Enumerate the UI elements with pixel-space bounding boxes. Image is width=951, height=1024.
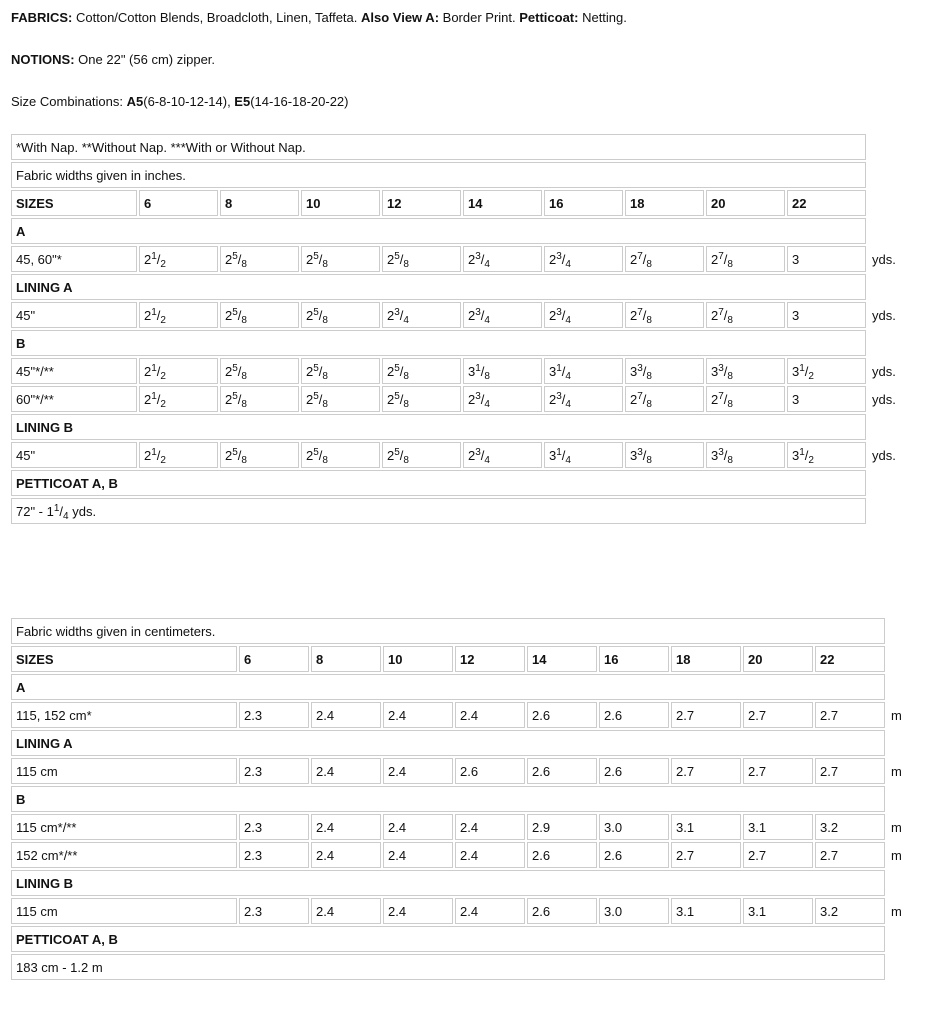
size-header-6: 6 [239,646,309,672]
fabric-width-label: 115 cm [11,758,237,784]
table-row [11,302,948,328]
yardage-value: $2^1/_2$ [139,386,218,412]
yardage-value: 2.4 [455,814,525,840]
yardage-value: 2.4 [311,758,381,784]
size-header-8: 8 [220,190,299,216]
yardage-value: 2.7 [815,842,885,868]
nap-note: *With Nap. **Without Nap. ***With or Without Nap. [11,134,866,160]
fabric-width-label: 45"*/** [11,358,137,384]
fabric-width-label: 115 cm*/** [11,814,237,840]
yardage-value: 2.4 [383,758,453,784]
yardage-value: 2.7 [671,758,741,784]
yardage-value: 2.3 [239,842,309,868]
yardage-value: $2^5/_8$ [301,442,380,468]
yardage-value: $2^5/_8$ [220,386,299,412]
fabrics-text: Cotton/Cotton Blends, Broadcloth, Linen, Taffeta. [72,10,361,25]
unit-label: yds. [872,447,896,463]
also-view-text: Border Print. [439,10,520,25]
unit-label: m [891,763,902,779]
yardage-value: $2^1/_2$ [139,358,218,384]
yardage-value: $2^5/_8$ [220,246,299,272]
yardage-value: 2.6 [455,758,525,784]
yardage-value: 2.7 [743,758,813,784]
yardage-value: $2^1/_2$ [139,246,218,272]
yardage-value: $2^7/_8$ [706,302,785,328]
size-e5-text: (14-16-18-20-22) [250,94,349,109]
section-title-row [11,274,948,300]
unit-label: m [891,707,902,723]
yardage-value: 2.7 [671,842,741,868]
size-header-22: 22 [815,646,885,672]
note-row [11,134,948,160]
petticoat-value-row [11,954,946,980]
size-header-12: 12 [455,646,525,672]
petticoat-value: 72" - $1^1/_4$ yds. [11,498,866,524]
yardage-value: $2^1/_2$ [139,302,218,328]
size-header-16: 16 [599,646,669,672]
yardage-value: 2.7 [743,842,813,868]
yardage-value: 2.7 [815,758,885,784]
yardage-value: 2.6 [527,898,597,924]
widths-note: Fabric widths given in centimeters. [11,618,885,644]
yardage-value: $2^5/_8$ [301,302,380,328]
yardage-value: $2^5/_8$ [382,358,461,384]
yardage-value: 2.4 [311,898,381,924]
yardage-value: 2.3 [239,814,309,840]
notions-text: One 22" (56 cm) zipper. [74,52,216,67]
also-view-label: Also View A: [361,10,440,25]
yardage-value: 3.1 [671,814,741,840]
size-a5-label: A5 [126,94,144,109]
yardage-value: $2^3/_4$ [463,386,542,412]
section-title: B [11,786,885,812]
yardage-value: 2.6 [527,758,597,784]
petticoat-title: PETTICOAT A, B [11,470,866,496]
yardage-value: 3 [787,246,866,272]
table-row [11,246,948,272]
yardage-value: 2.4 [311,814,381,840]
sizes-header-row [11,190,948,216]
yardage-value: $2^3/_4$ [544,246,623,272]
table-row [11,358,948,384]
unit-label: m [891,819,902,835]
section-title: B [11,330,866,356]
yardage-value: 2.6 [527,842,597,868]
size-combinations-text: Size Combinations: [11,94,127,109]
yardage-table-centimeters [9,616,948,982]
table-row [11,702,946,728]
yardage-value: $2^1/_2$ [139,442,218,468]
yardage-value: $2^5/_8$ [301,358,380,384]
yardage-value: 2.7 [671,702,741,728]
petticoat-value-row [11,498,948,524]
unit-label: yds. [872,391,896,407]
yardage-value: $2^7/_8$ [706,386,785,412]
section-title-row [11,730,946,756]
yardage-value: $3^3/_8$ [706,442,785,468]
yardage-value: 3.0 [599,898,669,924]
fabric-width-label: 152 cm*/** [11,842,237,868]
size-e5-label: E5 [234,94,251,109]
yardage-value: 2.4 [455,898,525,924]
size-header-8: 8 [311,646,381,672]
yardage-value: 2.4 [383,702,453,728]
petticoat-title-row [11,926,946,952]
unit-label: yds. [872,307,896,323]
size-header-10: 10 [301,190,380,216]
yardage-value: $2^7/_8$ [625,246,704,272]
yardage-value: $2^3/_4$ [382,302,461,328]
size-header-12: 12 [382,190,461,216]
fabric-width-label: 115 cm [11,898,237,924]
unit-label: yds. [872,363,896,379]
yardage-value: $3^3/_8$ [625,358,704,384]
yardage-value: $2^5/_8$ [220,302,299,328]
section-title: A [11,218,866,244]
petticoat-text: Netting. [578,10,627,25]
unit-label: m [891,903,902,919]
fabrics-label: FABRICS: [11,10,73,25]
section-title-row [11,414,948,440]
size-header-10: 10 [383,646,453,672]
yardage-value: 2.6 [527,702,597,728]
yardage-value: $2^5/_8$ [220,442,299,468]
sizes-header: SIZES [11,190,137,216]
size-header-20: 20 [743,646,813,672]
yardage-value: 2.4 [383,898,453,924]
yardage-value: 2.3 [239,702,309,728]
table-row [11,842,946,868]
yardage-value: 2.4 [455,702,525,728]
yardage-value: $2^3/_4$ [544,386,623,412]
yardage-value: $2^5/_8$ [301,246,380,272]
fabric-width-label: 60"*/** [11,386,137,412]
widths-note-row [11,162,948,188]
yardage-value: 2.4 [311,842,381,868]
size-header-14: 14 [527,646,597,672]
sizes-header-row [11,646,946,672]
yardage-value: 3.1 [743,898,813,924]
yardage-value: $2^7/_8$ [625,386,704,412]
yardage-value: $2^3/_4$ [463,246,542,272]
yardage-value: 2.7 [743,702,813,728]
fabric-width-label: 45" [11,302,137,328]
table-row [11,898,946,924]
unit-label: yds. [872,251,896,267]
section-title-row [11,786,946,812]
yardage-value: $2^5/_8$ [220,358,299,384]
table-row [11,758,946,784]
widths-note-row [11,618,946,644]
table-row [11,442,948,468]
size-header-20: 20 [706,190,785,216]
notions-line [11,52,215,67]
yardage-value: 2.3 [239,758,309,784]
yardage-table-inches [9,132,950,526]
yardage-value: 2.4 [383,842,453,868]
petticoat-label: Petticoat: [519,10,579,25]
fabric-width-label: 45" [11,442,137,468]
size-header-18: 18 [625,190,704,216]
yardage-value: $3^1/_4$ [544,358,623,384]
section-title: LINING B [11,414,866,440]
sizes-header: SIZES [11,646,237,672]
yardage-value: 3.0 [599,814,669,840]
size-header-18: 18 [671,646,741,672]
yardage-value: 2.3 [239,898,309,924]
yardage-value: $3^3/_8$ [625,442,704,468]
yardage-value: $2^7/_8$ [625,302,704,328]
yardage-value: $3^1/_2$ [787,442,866,468]
section-title-row [11,870,946,896]
yardage-value: $2^5/_8$ [382,442,461,468]
size-header-22: 22 [787,190,866,216]
petticoat-title: PETTICOAT A, B [11,926,885,952]
yardage-value: $2^7/_8$ [706,246,785,272]
yardage-value: $3^1/_8$ [463,358,542,384]
petticoat-title-row [11,470,948,496]
yardage-value: $3^1/_4$ [544,442,623,468]
yardage-value: $2^5/_8$ [382,246,461,272]
size-header-16: 16 [544,190,623,216]
notions-label: NOTIONS: [11,52,75,67]
size-header-14: 14 [463,190,542,216]
yardage-value: 2.6 [599,842,669,868]
yardage-value: $2^5/_8$ [382,386,461,412]
yardage-value: $3^3/_8$ [706,358,785,384]
yardage-value: 2.4 [455,842,525,868]
section-title-row [11,330,948,356]
yardage-value: $2^3/_4$ [463,302,542,328]
yardage-value: $3^1/_2$ [787,358,866,384]
yardage-value: 2.4 [311,702,381,728]
table-row [11,386,948,412]
size-header-6: 6 [139,190,218,216]
yardage-value: 2.7 [815,702,885,728]
section-title: A [11,674,885,700]
section-title-row [11,218,948,244]
yardage-value: 3.1 [743,814,813,840]
yardage-value: $2^3/_4$ [463,442,542,468]
section-title: LINING A [11,730,885,756]
yardage-value: 3 [787,302,866,328]
section-title: LINING B [11,870,885,896]
fabrics-line [11,10,627,25]
yardage-value: 3 [787,386,866,412]
fabric-width-label: 45, 60"* [11,246,137,272]
size-combinations-line [11,94,348,109]
yardage-value: 2.9 [527,814,597,840]
yardage-value: 3.1 [671,898,741,924]
widths-note: Fabric widths given in inches. [11,162,866,188]
size-a5-text: (6-8-10-12-14), [143,94,235,109]
section-title-row [11,674,946,700]
table-row [11,814,946,840]
yardage-value: 2.6 [599,702,669,728]
yardage-value: 2.4 [383,814,453,840]
yardage-value: $2^5/_8$ [301,386,380,412]
yardage-value: 3.2 [815,814,885,840]
yardage-value: 3.2 [815,898,885,924]
petticoat-value: 183 cm - 1.2 m [11,954,885,980]
yardage-value: $2^3/_4$ [544,302,623,328]
fabric-width-label: 115, 152 cm* [11,702,237,728]
yardage-value: 2.6 [599,758,669,784]
section-title: LINING A [11,274,866,300]
unit-label: m [891,847,902,863]
